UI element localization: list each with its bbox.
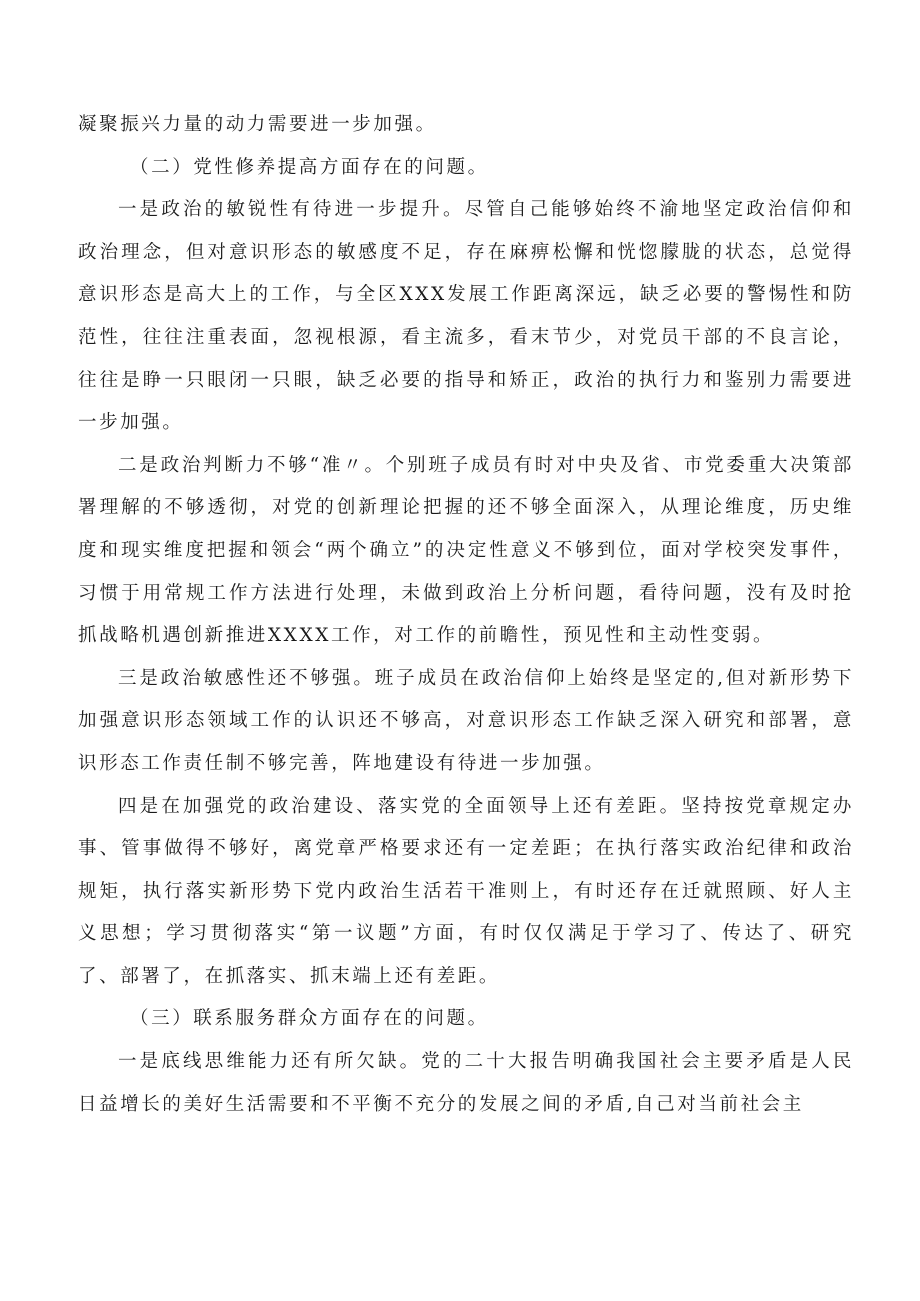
paragraph-political-judgment: 二是政治判断力不够“准〃。个别班子成员有时对中央及省、市党委重大决策部署理解的不够透彻，对党的创新理论把握的还不够全面深入，从理论维度，历史维度和现实维度把握和领会“两个确立”的决定性意义不够到位，面对学校突发事件，习惯于用常规工作方法进行处理，未做到政治上分析问题，看待问题，没有及时抢抓战略机遇创新推进XXXX工作，对工作的前瞻性，预见性和主动性变弱。 <box>78 454 854 647</box>
paragraph-continuation: 凝聚振兴力量的动力需要进一步加强。 <box>78 114 437 135</box>
paragraph-party-building: 四是在加强党的政治建设、落实党的全面领导上还有差距。坚持按党章规定办事、管事做得不够好，离党章严格要求还有一定差距；在执行落实政治纪律和政治规矩，执行落实新形势下党内政治生活若干准则上，有时还存在迁就照顾、好人主义思想；学习贯彻落实“第一议题”方面，有时仅仅满足于学习了、传达了、研究了、部署了，在抓落实、抓末端上还有差距。 <box>78 795 854 987</box>
section-heading-2: （二）党性修养提高方面存在的问题。 <box>130 156 489 178</box>
paragraph-political-sensitivity: 一是政治的敏锐性有待进一步提升。尽管自己能够始终不渝地坚定政治信仰和政治理念，但对意识形态的敏感度不足，存在麻痹松懈和恍惚朦胧的状态，总觉得意识形态是高大上的工作，与全区XXX发展工作距离深远，缺乏必要的警惕性和防范性，往往注重表面，忽视根源，看主流多，看末节少，对党员干部的不良言论，往往是睁一只眼闭一只眼，缺乏必要的指导和矫正，政治的执行力和鉴别力需要进一步加强。 <box>78 199 854 434</box>
paragraph-bottom-line-thinking: 一是底线思维能力还有所欠缺。党的二十大报告明确我国社会主要矛盾是人民日益增长的美好生活需要和不平衡不充分的发展之间的矛盾,自己对当前社会主 <box>78 1051 854 1115</box>
paragraph-political-awareness: 三是政治敏感性还不够强。班子成员在政治信仰上始终是坚定的,但对新形势下加强意识形态领域工作的认识还不够高，对意识形态工作缺乏深入研究和部署，意识形态工作责任制不够完善，阵地建设有待进一步加强。 <box>78 667 854 774</box>
section-heading-3: （三）联系服务群众方面存在的问题。 <box>130 1008 489 1030</box>
